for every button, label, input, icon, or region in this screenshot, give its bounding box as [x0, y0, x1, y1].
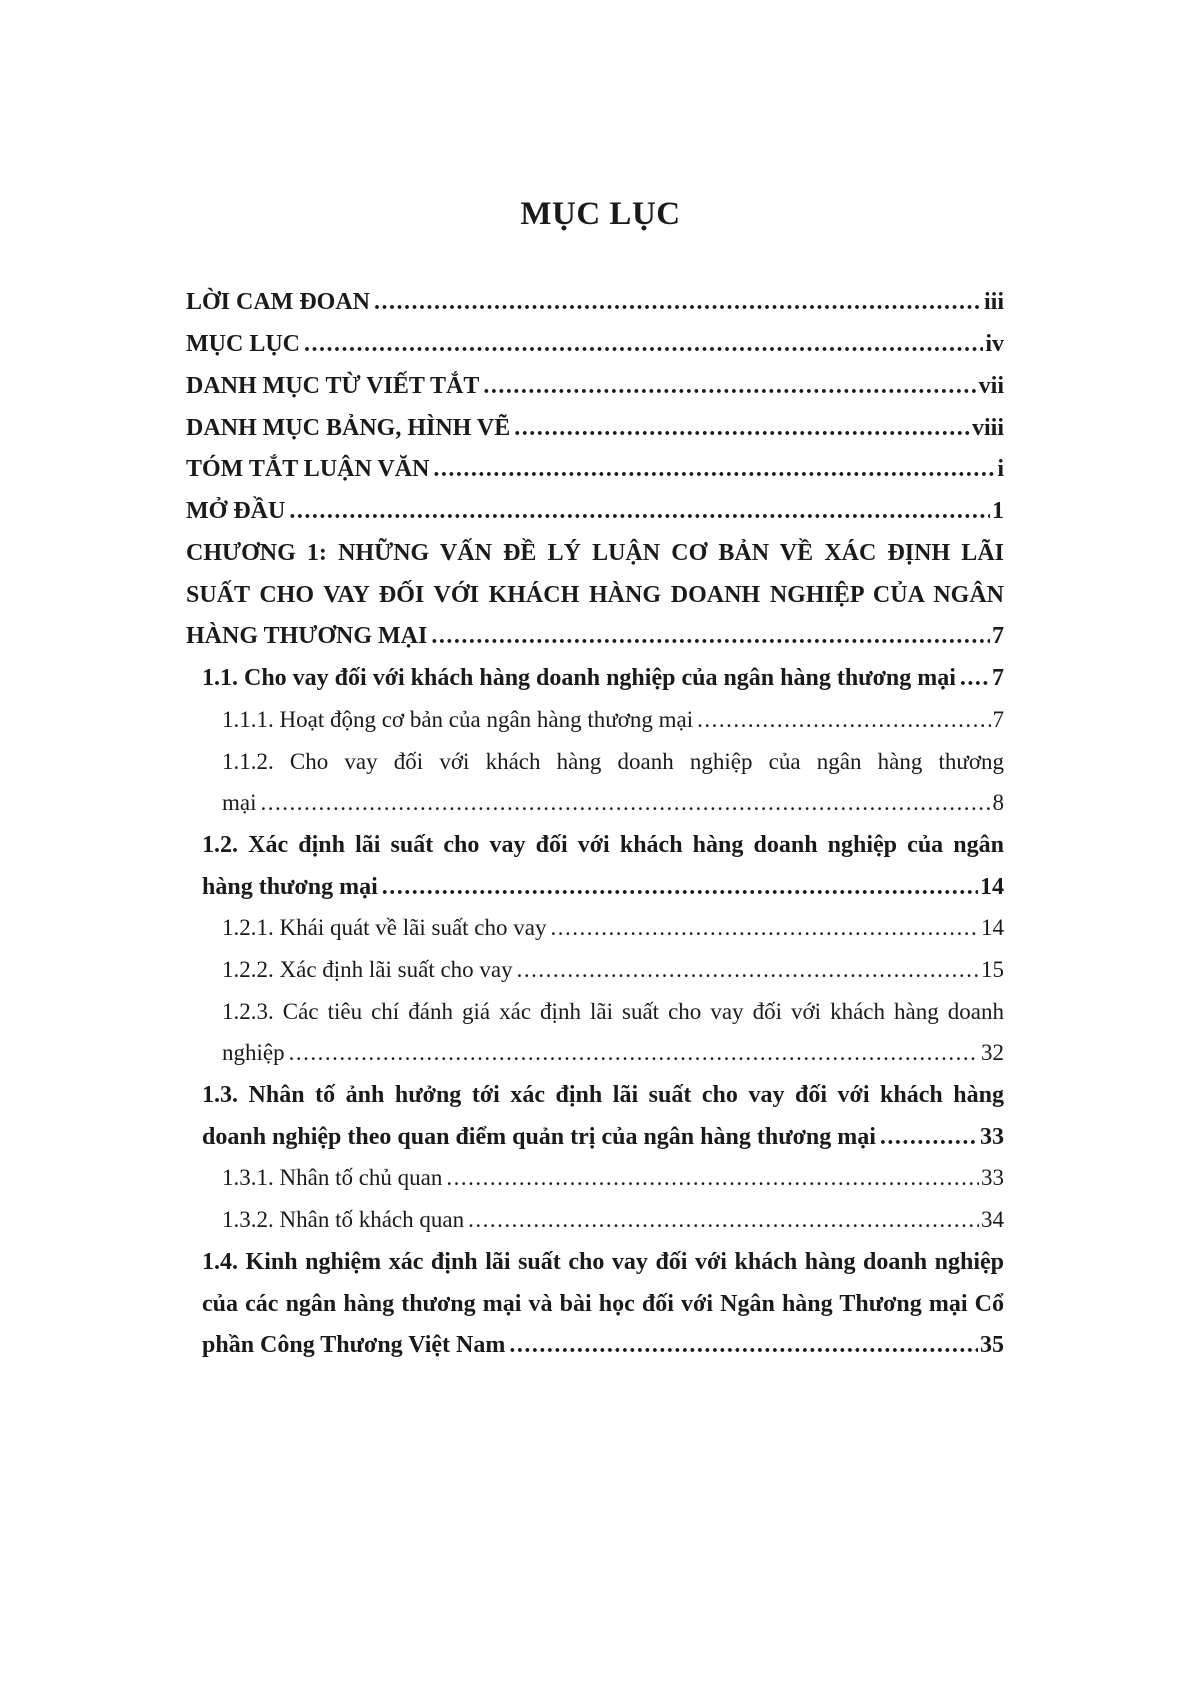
toc-page-number: 34 — [981, 1207, 1004, 1232]
toc-entry-danh-muc-bang[interactable] — [186, 407, 1004, 449]
toc-page-number: 7 — [992, 707, 1004, 732]
toc-page-number: 15 — [981, 957, 1004, 982]
toc-page-number: 14 — [980, 874, 1004, 900]
toc-entry-1-1-2-line1[interactable]: 1.1.2. Cho vay đối với khách hàng doanh nghiệp của ngân hàng thương — [222, 749, 1004, 774]
dot-leader — [289, 1032, 979, 1074]
dot-leader — [261, 782, 991, 824]
toc-page-number: 7 — [992, 665, 1004, 691]
dot-leader — [433, 448, 995, 490]
toc-entry-1-3-line1[interactable]: 1.3. Nhân tố ảnh hưởng tới xác định lãi suất cho vay đối với khách hàng — [202, 1082, 1004, 1108]
toc-entry-text: phần Công Thương Việt Nam — [202, 1332, 506, 1358]
toc-entry-1-2-3-line1[interactable]: 1.2.3. Các tiêu chí đánh giá xác định lãi suất cho vay đối với khách hàng doanh — [222, 999, 1004, 1024]
toc-entry-chuong-1[interactable] — [186, 615, 1004, 657]
toc-entry-1-4-line1[interactable]: 1.4. Kinh nghiệm xác định lãi suất cho vay đối với khách hàng doanh nghiệp — [202, 1249, 1004, 1275]
toc-entry-text: MỞ ĐẦU — [186, 498, 286, 524]
toc-entry-1-4[interactable] — [202, 1324, 1004, 1366]
dot-leader — [446, 1157, 979, 1199]
toc-entry-chuong-1-line2[interactable]: SUẤT CHO VAY ĐỐI VỚI KHÁCH HÀNG DOANH NGHIỆP CỦA NGÂN — [186, 582, 1004, 608]
toc-entry-1-2-3[interactable] — [222, 1032, 1004, 1074]
toc-entry-text: nghiệp — [222, 1040, 285, 1065]
toc-entry-1-3-1[interactable] — [222, 1157, 1004, 1199]
toc-entry-tom-tat[interactable] — [186, 448, 1004, 490]
toc-entry-text: MỤC LỤC — [186, 331, 300, 357]
toc-entry-danh-muc-tu-viet-tat[interactable] — [186, 365, 1004, 407]
toc-entry-text: mại — [222, 790, 257, 815]
dot-leader — [304, 323, 983, 365]
toc-entry-text: 1.2.1. Khái quát về lãi suất cho vay — [222, 915, 547, 940]
dot-leader — [509, 1324, 978, 1366]
dot-leader — [697, 699, 990, 741]
toc-entry-text: 1.3.1. Nhân tố chủ quan — [222, 1165, 443, 1190]
toc-page-number: 14 — [981, 915, 1004, 940]
dot-leader — [517, 949, 979, 991]
toc-page-number: i — [997, 456, 1004, 482]
dot-leader — [468, 1199, 979, 1241]
dot-leader — [374, 281, 982, 323]
dot-leader — [514, 407, 970, 449]
page-title: MỤC LỤC — [520, 196, 681, 232]
toc-entry-text: DANH MỤC BẢNG, HÌNH VẼ — [186, 415, 511, 441]
toc-entry-muc-luc[interactable] — [186, 323, 1004, 365]
toc-page-number: 8 — [992, 790, 1004, 815]
dot-leader — [289, 490, 990, 532]
toc-page-number: vii — [978, 373, 1004, 399]
toc-page-number: 33 — [980, 1124, 1004, 1150]
toc-entry-text: TÓM TẮT LUẬN VĂN — [186, 456, 430, 482]
toc-page-number: iv — [985, 331, 1004, 357]
toc-entry-1-1[interactable] — [202, 657, 1004, 699]
toc-entry-chuong-1-line1[interactable]: CHƯƠNG 1: NHỮNG VẤN ĐỀ LÝ LUẬN CƠ BẢN VỀ XÁC ĐỊNH LÃI — [186, 540, 1004, 566]
toc-entry-1-3[interactable] — [202, 1116, 1004, 1158]
toc-entry-mo-dau[interactable] — [186, 490, 1004, 532]
toc-entry-text: DANH MỤC TỪ VIẾT TẮT — [186, 373, 480, 399]
dot-leader — [960, 657, 990, 699]
dot-leader — [382, 866, 978, 908]
toc-entry-loi-cam-doan[interactable] — [186, 281, 1004, 323]
toc-page-number: 32 — [981, 1040, 1004, 1065]
toc-entry-1-2-2[interactable] — [222, 949, 1004, 991]
toc-entry-1-2-1[interactable] — [222, 907, 1004, 949]
dot-leader — [880, 1116, 978, 1158]
toc-entry-1-1-1[interactable] — [222, 699, 1004, 741]
toc-entry-text: doanh nghiệp theo quan điểm quản trị của ngân hàng thương mại — [202, 1124, 876, 1150]
toc-page-number: iii — [983, 289, 1004, 315]
toc-entry-1-2[interactable] — [202, 866, 1004, 908]
toc-entry-text: 1.1.1. Hoạt động cơ bản của ngân hàng thương mại — [222, 707, 694, 732]
toc-page-number: viii — [971, 415, 1004, 441]
toc-entry-text: LỜI CAM ĐOAN — [186, 289, 370, 315]
toc-page-number: 1 — [992, 498, 1004, 524]
toc-page-number: 35 — [980, 1332, 1004, 1358]
toc-entry-text: 1.2.2. Xác định lãi suất cho vay — [222, 957, 513, 982]
toc-entry-text: HÀNG THƯƠNG MẠI — [186, 623, 428, 649]
toc-entry-1-3-2[interactable] — [222, 1199, 1004, 1241]
toc-entry-1-2-line1[interactable]: 1.2. Xác định lãi suất cho vay đối với khách hàng doanh nghiệp của ngân — [202, 832, 1004, 858]
dot-leader — [483, 365, 976, 407]
toc-entry-text: 1.1. Cho vay đối với khách hàng doanh nghiệp của ngân hàng thương mại — [202, 665, 956, 691]
toc-entry-text: 1.3.2. Nhân tố khách quan — [222, 1207, 465, 1232]
dot-leader — [550, 907, 979, 949]
toc-page-number: 33 — [981, 1165, 1004, 1190]
toc-entry-1-4-line2[interactable]: của các ngân hàng thương mại và bài học đối với Ngân hàng Thương mại Cổ — [202, 1291, 1004, 1317]
toc-page-number: 7 — [992, 623, 1004, 649]
dot-leader — [431, 615, 990, 657]
toc-entry-1-1-2[interactable] — [222, 782, 1004, 824]
toc-entry-text: hàng thương mại — [202, 874, 378, 900]
